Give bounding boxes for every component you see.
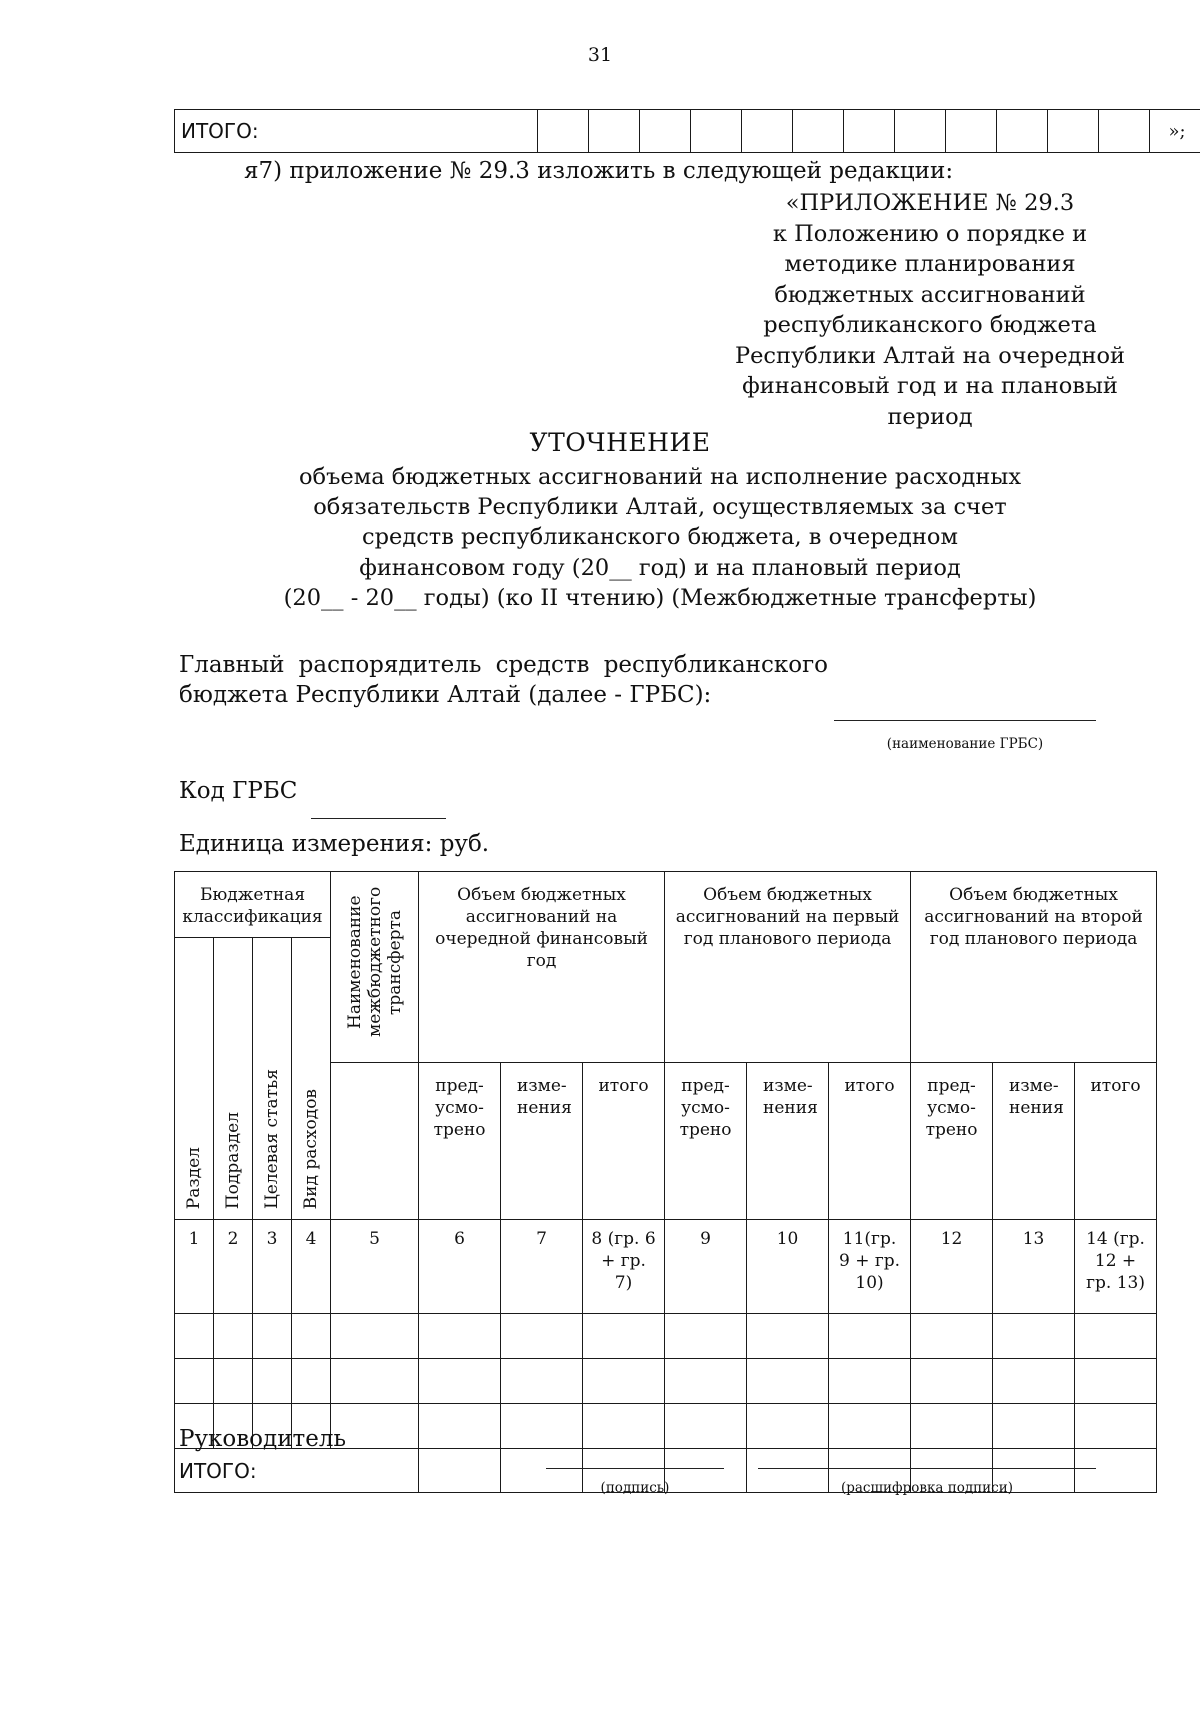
table-cell[interactable]: [419, 1404, 501, 1449]
header-current-year: Объем бюджетных ассигнований на очередной финансовый год: [419, 872, 665, 1063]
column-number: 4: [292, 1220, 331, 1314]
column-number: 11(гр. 9 + гр. 10): [829, 1220, 911, 1314]
top-total-closing: »;: [1150, 110, 1200, 153]
table-cell[interactable]: [419, 1449, 501, 1493]
table-cell[interactable]: [665, 1404, 747, 1449]
table-cell[interactable]: [583, 1314, 665, 1359]
appendix-line: бюджетных ассигнований: [774, 281, 1086, 308]
header-budget-classification: Бюджетная классификация: [175, 872, 331, 938]
subheader-planned: пред-усмо-трено: [419, 1063, 501, 1220]
column-number: 8 (гр. 6 + гр. 7): [583, 1220, 665, 1314]
table-cell[interactable]: [501, 1314, 583, 1359]
header-section: [175, 938, 214, 1220]
grbs-name-field[interactable]: [834, 720, 1096, 721]
appropriations-table: [174, 871, 1157, 1493]
table-cell[interactable]: [993, 1359, 1075, 1404]
appendix-line: методике планирования: [784, 251, 1076, 277]
subheader-changes: изме-нения: [501, 1063, 583, 1220]
table-cell[interactable]: [829, 1404, 911, 1449]
header-transfer-name-text: Наименование межбюджетного трансферта: [344, 886, 405, 1038]
table-cell[interactable]: [747, 1359, 829, 1404]
table-cell[interactable]: [829, 1314, 911, 1359]
table-cell[interactable]: [1075, 1314, 1157, 1359]
top-total-cell: [895, 110, 946, 153]
header-subsection-text: Подраздел: [223, 1111, 243, 1209]
top-total-cell: [1048, 110, 1099, 153]
header-target-article: [253, 938, 292, 1220]
table-cell[interactable]: [747, 1404, 829, 1449]
grbs-code-label: Код ГРБС: [179, 778, 298, 804]
grbs-code-field[interactable]: [311, 818, 446, 819]
column-number: 9: [665, 1220, 747, 1314]
document-title: УТОЧНЕНИЕ: [529, 428, 711, 457]
subheader-total: итого: [1075, 1063, 1157, 1220]
transfer-name-cont: [331, 1063, 419, 1220]
column-number: 10: [747, 1220, 829, 1314]
table-cell[interactable]: [665, 1359, 747, 1404]
column-number: 2: [214, 1220, 253, 1314]
head-label: Руководитель: [179, 1426, 346, 1452]
top-total-cell: [691, 110, 742, 153]
column-number: 3: [253, 1220, 292, 1314]
appendix-line: финансовый год и на плановый: [742, 373, 1118, 399]
subtitle-line: средств республиканского бюджета, в очередном: [362, 524, 958, 551]
table-cell[interactable]: [1075, 1404, 1157, 1449]
page-number: 31: [587, 44, 613, 66]
header-target-article-text: Целевая статья: [262, 1068, 282, 1209]
table-cell[interactable]: [331, 1359, 419, 1404]
table-cell[interactable]: [911, 1404, 993, 1449]
appendix-line: период: [887, 403, 973, 430]
top-total-cell: [1099, 110, 1150, 153]
table-cell[interactable]: [993, 1404, 1075, 1449]
table-cell[interactable]: [829, 1359, 911, 1404]
subheader-planned: пред-усмо-трено: [911, 1063, 993, 1220]
header-first-plan-year: Объем бюджетных ассигнований на первый год планового периода: [665, 872, 911, 1063]
subheader-changes: изме-нения: [993, 1063, 1075, 1220]
table-cell[interactable]: [911, 1359, 993, 1404]
table-cell[interactable]: [175, 1359, 214, 1404]
header-section-text: Раздел: [184, 1146, 204, 1209]
table-cell[interactable]: [747, 1314, 829, 1359]
header-subsection: [214, 938, 253, 1220]
table-cell[interactable]: [253, 1314, 292, 1359]
table-cell[interactable]: [993, 1314, 1075, 1359]
instruction-text: я7) приложение № 29.3 изложить в следующей редакции:: [244, 158, 954, 184]
top-total-cell: [793, 110, 844, 153]
table-cell[interactable]: [911, 1314, 993, 1359]
subtitle-line: обязательств Республики Алтай, осуществляемых за счет: [313, 494, 1007, 521]
table-cell[interactable]: [583, 1359, 665, 1404]
appendix-line: Республики Алтай на очередной: [734, 342, 1126, 369]
subheader-planned: пред-усмо-трено: [665, 1063, 747, 1220]
table-cell[interactable]: [501, 1359, 583, 1404]
appendix-line: «ПРИЛОЖЕНИЕ № 29.3: [785, 190, 1075, 216]
appendix-line: республиканского бюджета: [763, 312, 1097, 338]
document-subtitle: [280, 462, 1040, 613]
table-cell[interactable]: [253, 1359, 292, 1404]
table-cell[interactable]: [583, 1404, 665, 1449]
header-expense-type-text: Вид расходов: [301, 1088, 322, 1209]
table-cell[interactable]: [292, 1359, 331, 1404]
column-number: 6: [419, 1220, 501, 1314]
top-total-label: ИТОГО:: [175, 110, 538, 153]
header-transfer-name: [331, 872, 419, 1063]
table-cell[interactable]: [419, 1314, 501, 1359]
appendix-line: к Положению о порядке и: [772, 220, 1088, 247]
table-cell[interactable]: [214, 1359, 253, 1404]
signature-caption: (подпись): [600, 1480, 670, 1496]
subtitle-line: финансовом году (20__ год) и на плановый период: [359, 554, 961, 581]
column-number: 7: [501, 1220, 583, 1314]
signature-decode-caption: (расшифровка подписи): [840, 1480, 1014, 1496]
table-cell[interactable]: [1075, 1359, 1157, 1404]
grbs-label-line1: Главный распорядитель средств республиканского: [179, 652, 828, 678]
appendix-header: [700, 188, 1160, 432]
top-total-cell: [844, 110, 895, 153]
table-total-label: ИТОГО:: [175, 1449, 419, 1493]
table-row: [175, 1314, 1157, 1359]
subtitle-line: (20__ - 20__ годы) (ко II чтению) (Межбюджетные трансферты): [283, 584, 1037, 611]
top-total-cell: [997, 110, 1048, 153]
grbs-label: [179, 650, 828, 710]
column-number: 5: [331, 1220, 419, 1314]
top-total-cell: [538, 110, 589, 153]
subtitle-line: объема бюджетных ассигнований на исполнение расходных: [298, 464, 1022, 490]
subheader-total: итого: [583, 1063, 665, 1220]
grbs-label-line2: бюджета Республики Алтай (далее - ГРБС):: [179, 682, 712, 708]
table-cell[interactable]: [665, 1314, 747, 1359]
table-cell[interactable]: [292, 1314, 331, 1359]
table-cell[interactable]: [331, 1314, 419, 1359]
table-cell[interactable]: [419, 1359, 501, 1404]
grbs-name-caption: (наименование ГРБС): [886, 736, 1044, 752]
table-cell[interactable]: [214, 1314, 253, 1359]
subheader-total: итого: [829, 1063, 911, 1220]
header-expense-type: [292, 938, 331, 1220]
unit-label: Единица измерения: руб.: [179, 831, 490, 857]
table-cell[interactable]: [501, 1404, 583, 1449]
top-total-cell: [742, 110, 793, 153]
header-second-plan-year: Объем бюджетных ассигнований на второй год планового периода: [911, 872, 1157, 1063]
column-number: 1: [175, 1220, 214, 1314]
column-number: 13: [993, 1220, 1075, 1314]
table-row: [175, 1359, 1157, 1404]
top-total-row: [174, 109, 1200, 153]
top-total-cell: [640, 110, 691, 153]
column-number: 12: [911, 1220, 993, 1314]
signature-field[interactable]: [546, 1468, 724, 1469]
signature-decode-field[interactable]: [758, 1468, 1096, 1469]
top-total-cell: [589, 110, 640, 153]
table-cell[interactable]: [175, 1314, 214, 1359]
subheader-changes: изме-нения: [747, 1063, 829, 1220]
top-total-cell: [946, 110, 997, 153]
column-number: 14 (гр. 12 + гр. 13): [1075, 1220, 1157, 1314]
